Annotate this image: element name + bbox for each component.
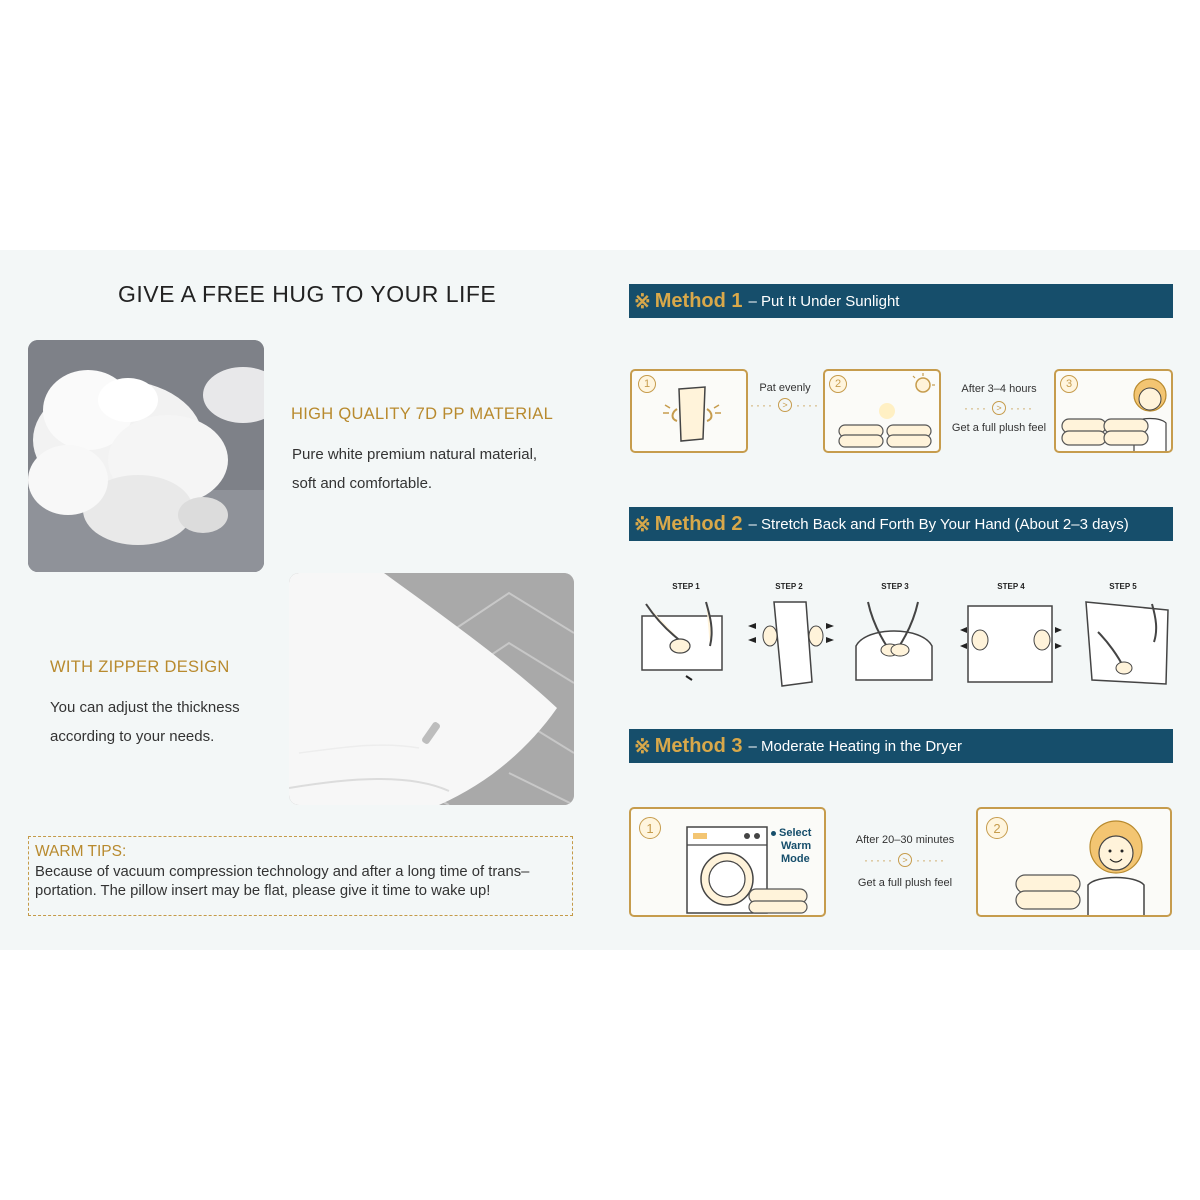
method-3-bar xyxy=(629,729,1173,763)
zipper-line-1: You can adjust the thickness xyxy=(50,699,240,716)
stretch-step-3-icon xyxy=(846,596,942,688)
method-1-step-1 xyxy=(630,369,748,453)
warm-tips-heading: WARM TIPS: xyxy=(35,843,127,860)
page-title: GIVE A FREE HUG TO YOUR LIFE xyxy=(118,281,497,307)
reference-mark-icon: ※ xyxy=(634,290,651,313)
zipper-heading: WITH ZIPPER DESIGN xyxy=(50,658,230,676)
method-1-bar xyxy=(629,284,1173,318)
person-pillows-icon xyxy=(1058,373,1172,451)
after-minutes-label: After 20–30 minutes xyxy=(855,834,955,846)
step-number: 2 xyxy=(986,817,1008,839)
method-2-subtitle: – Stretch Back and Forth By Your Hand (About 2–3 days) xyxy=(748,515,1129,533)
stretch-step-1-icon xyxy=(636,596,728,688)
plush-feel-label-2: Get a full plush feel xyxy=(857,877,953,889)
next-arrow-icon: ···· > ···· xyxy=(964,401,1034,415)
warm-tips-line-1: Because of vacuum compression technology and after a long time of trans– xyxy=(35,864,530,880)
method-1-subtitle: – Put It Under Sunlight xyxy=(748,292,900,310)
zipper-line-2: according to your needs. xyxy=(50,728,215,745)
step-number: 1 xyxy=(638,375,656,393)
dryer-warm-label: Warm xyxy=(781,840,812,852)
material-line-1: Pure white premium natural material, xyxy=(292,446,538,463)
method-3-title: Method 3 xyxy=(654,734,743,757)
after-hours-label: After 3–4 hours xyxy=(961,383,1037,395)
zipper-pillow-photo xyxy=(289,573,574,805)
method-3-subtitle: – Moderate Heating in the Dryer xyxy=(748,737,962,755)
method-1-title: Method 1 xyxy=(654,289,743,312)
pat-evenly-label: Pat evenly xyxy=(759,382,811,394)
next-arrow-icon: ···· > ···· xyxy=(750,398,820,412)
reference-mark-icon: ※ xyxy=(634,513,651,536)
step-number: 1 xyxy=(639,817,661,839)
stretch-step-5-icon xyxy=(1082,596,1174,688)
step-1-label: STEP 1 xyxy=(672,582,700,591)
step-5-label: STEP 5 xyxy=(1109,582,1137,591)
step-3-label: STEP 3 xyxy=(881,582,909,591)
method-1-step-3 xyxy=(1054,369,1173,453)
method-2-title: Method 2 xyxy=(654,512,743,535)
sun-pillows-icon xyxy=(827,373,939,451)
bullet-icon xyxy=(771,831,776,836)
stretch-step-4-icon xyxy=(958,596,1064,688)
step-number: 3 xyxy=(1060,375,1078,393)
method-1-step-2 xyxy=(823,369,941,453)
stretch-step-2-icon xyxy=(746,596,836,688)
material-heading: HIGH QUALITY 7D PP MATERIAL xyxy=(291,405,554,423)
step-4-label: STEP 4 xyxy=(997,582,1025,591)
warm-tips-line-2: portation. The pillow insert may be flat, please give it time to wake up! xyxy=(35,883,491,899)
method-2-bar xyxy=(629,507,1173,541)
warm-tips-box xyxy=(28,836,573,916)
method-3-step-1 xyxy=(629,807,826,917)
dryer-select-label: Select xyxy=(779,827,812,839)
pillow-pat-icon xyxy=(657,379,727,449)
person-pillows-icon xyxy=(1008,813,1168,915)
material-line-2: soft and comfortable. xyxy=(292,475,433,492)
plush-feel-label: Get a full plush feel xyxy=(951,422,1047,434)
next-arrow-icon: ····· > ····· xyxy=(864,853,946,867)
pp-fiber-photo xyxy=(28,340,264,572)
method-3-step-2 xyxy=(976,807,1172,917)
dryer-mode-label: Mode xyxy=(781,853,810,865)
reference-mark-icon: ※ xyxy=(634,735,651,758)
step-2-label: STEP 2 xyxy=(775,582,803,591)
step-number: 2 xyxy=(829,375,847,393)
